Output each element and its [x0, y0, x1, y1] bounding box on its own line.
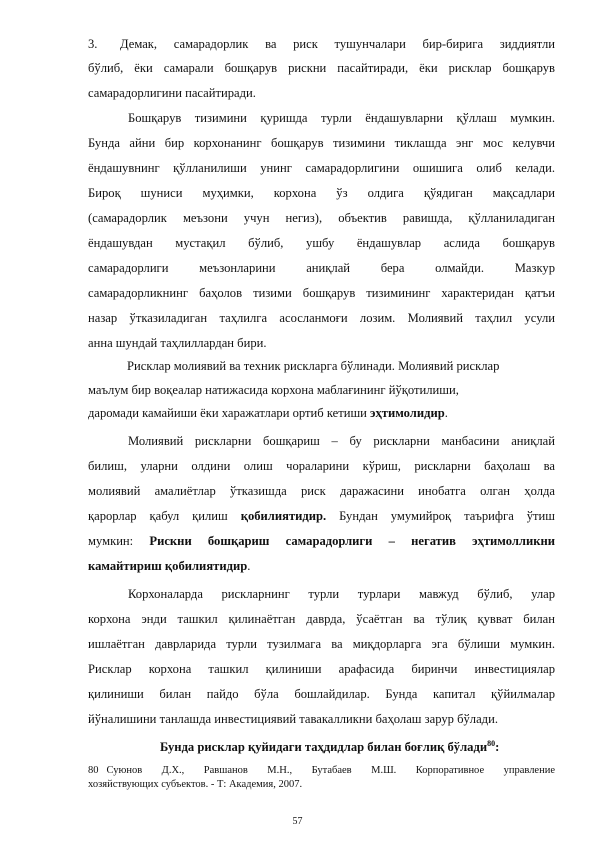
para2-line-5: (самарадорлик меъзони учун негиз), объектив равишда, қўлланиладиган	[88, 211, 555, 225]
section-heading-end: :	[495, 740, 500, 754]
page-number: 57	[292, 816, 303, 827]
para3-line-3-text: даромади камайиши ёки харажатлари ортиб кетиши	[88, 406, 371, 420]
para5-line-3: ишлаётган даврларида турли тузилмага ва миқдорларга эга бўлиши мумкин.	[88, 637, 555, 651]
para2-line-3: ёндашувнинг қўлланилиши унинг самарадорлигини ошишига олиб келади.	[88, 161, 555, 175]
para2-line-7: самарадорлиги меъзонларини аниқлай бера олмайди. Мазкур	[88, 261, 555, 275]
footnote-line-1	[88, 764, 555, 777]
para3-line-2: маълум бир воқеалар натижасида корхона маблағининг йўқотилиши,	[88, 383, 459, 397]
section-heading-text: Бунда рисклар қуйидаги таҳдидлар билан боғлиқ бўлади	[160, 740, 488, 754]
para1-line-2: бўлиб, ёки самарали бошқарув рискни пасайтиради, ёки рисклар бошқарув	[88, 61, 555, 75]
para3-line-3	[88, 405, 555, 421]
para1-line-1-text: Демак, самарадорлик ва риск тушунчалари бир-бирига зиддиятли	[120, 37, 555, 51]
footnote-number: 80	[88, 765, 99, 776]
para3-line-3-end: .	[444, 406, 448, 420]
para4-line-4-end: Бундан умумийроқ таърифга ўтиш	[326, 509, 555, 523]
para1-line-1	[88, 36, 555, 52]
para1-number: 3.	[88, 37, 98, 51]
footnote-reference[interactable]: 80	[487, 739, 496, 748]
para3-line-1: Рисклар молиявий ва техник рискларга бўлинади. Молиявий рисклар	[127, 359, 500, 373]
para2-line-4: Бироқ шуниси муҳимки, корхона ўз олдига қўядиган мақсадлари	[88, 186, 555, 200]
para4-line-5-text: мумкин:	[88, 534, 150, 548]
footnote-line-1-text: Суюнов Д.Х., Равшанов М.Н., Бутабаев М.Ш. Корпоративное управление	[106, 765, 555, 776]
para4-line-6	[88, 558, 555, 574]
para2-line-2: Бунда айни бир корхонанинг бошқарув тизимини тиклашда энг мос келувчи	[88, 136, 555, 150]
para2-line-6: ёндашувдан мустақил бўлиб, ушбу ёндашувлар аслида бошқарув	[88, 236, 555, 250]
para4-bold-definition: Рискни бошқариш самарадорлиги – негатив эҳтимолликни	[149, 534, 555, 548]
footnote-line-2: хозяйствующих субъектов. - Т: Академия, 2007.	[88, 779, 303, 790]
para4-line-5	[88, 533, 555, 549]
para4-line-4-text: қарорлар қабул қилиш	[88, 509, 241, 523]
para5-line-1: Корхоналарда рискларнинг турли турлари мавжуд бўлиб, улар	[128, 587, 555, 601]
para5-line-2: корхона энди ташкил қилинаётган даврда, ўсаётган ва тўлиқ қувват билан	[88, 612, 555, 626]
para4-line-6-end: .	[247, 559, 251, 573]
para4-line-1: Молиявий рискларни бошқариш – бу рискларни манбасини аниқлай	[128, 434, 555, 448]
para5-line-5: қилиниши билан пайдо бўла бошлайдилар. Бунда капитал қўйилмалар	[88, 687, 555, 701]
para4-line-2: билиш, уларни олдини олиш чораларини кўриш, рискларни баҳолаш ва	[88, 459, 555, 473]
para1-line-3: самарадорлигини пасайтиради.	[88, 86, 256, 100]
para4-line-4	[88, 508, 555, 524]
section-heading	[160, 736, 499, 755]
para2-line-8: самарадорликнинг баҳолов тизими бошқарув тизимининг характеридан қатъи	[88, 286, 555, 300]
para2-line-9: назар ўтказиладиган таҳлилга асосланмоғи лозим. Молиявий таҳлил усули	[88, 311, 555, 325]
para3-bold-term: эҳтимолидир	[370, 406, 445, 420]
para4-bold-term: қобилиятидир.	[240, 509, 327, 523]
para5-line-4: Рисклар корхона ташкил қилиниши арафасида биринчи инвестициялар	[88, 662, 555, 676]
para5-line-6: йўналишини танлашда инвестициявий тавакалликни баҳолаш зарур бўлади.	[88, 712, 498, 726]
para4-bold-definition-end: камайтириш қобилиятидир	[88, 559, 248, 573]
para2-line-1: Бошқарув тизимини қуришда турли ёндашувларни қўллаш мумкин.	[128, 111, 555, 125]
para2-line-10: анна шундай таҳлиллардан бири.	[88, 336, 267, 350]
para4-line-3: молиявий амалиётлар ўтказишда риск даражасини инобатга олган ҳолда	[88, 484, 555, 498]
